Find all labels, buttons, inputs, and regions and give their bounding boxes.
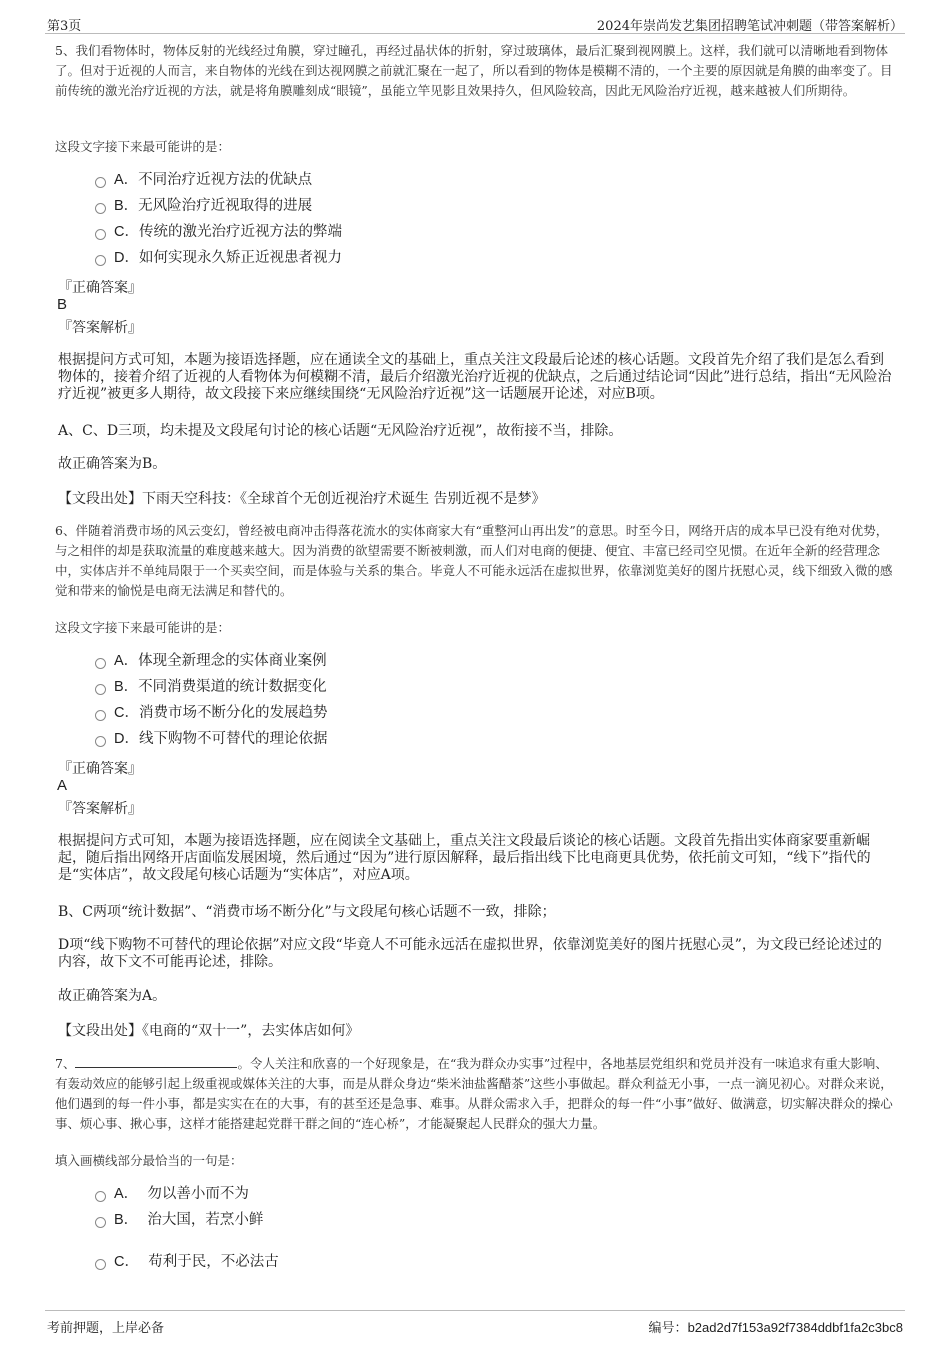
question-5-prompt: 这段文字接下来最可能讲的是： [55,139,231,154]
radio-icon[interactable] [95,1191,106,1202]
q6-option-c[interactable]: C．消费市场不断分化的发展趋势 [95,702,327,724]
q5-option-b[interactable]: B．无风险治疗近视取得的进展 [95,195,312,217]
q7-option-c[interactable]: C． 苟利于民，不必法古 [95,1251,279,1273]
q6-option-d[interactable]: D．线下购物不可替代的理论依据 [95,728,327,750]
q6-analysis-2: B、C两项“统计数据”、“消费市场不断分化”与文段尾句核心话题不一致，排除； [58,904,556,920]
q5-option-a[interactable]: A．不同治疗近视方法的优缺点 [95,169,312,191]
question-6-stem: 6、伴随着消费市场的风云变幻，曾经被电商冲击得落花流水的实体商家大有“重整河山再出发”的意思。时至今日，网络开店的成本早已没有绝对优势，与之相伴的却是获取流量的难度越来越大。因为消费的欲望需要不断被刺激，而人们对电商的便捷、便宜、丰富已经司空见惯。在近年全新的经营理念中，实体店并不单纯局限于一个买卖空间，而是体验与关系的集合。毕竟人不可能永远活在虚拟世界，依靠浏览美好的图片抚慰心灵，线下细致入微的感觉和带来的愉悦是电商无法满足和替代的。 [55,523,893,598]
page-header [45,12,905,34]
radio-icon[interactable] [95,658,106,669]
radio-icon[interactable] [95,736,106,747]
q5-analysis-1: 根据提问方式可知，本题为接语选择题，应在通读全文的基础上，重点关注文段最后论述的核心话题。文段首先介绍了我们是怎么看到物体的，接着介绍了近视的人看物体为何模糊不清，最后介绍激光治疗近视的优缺点，之后通过结论词“因此”进行总结，指出“无风险治疗近视”被更多人期待，故文段接下来应继续围绕“无风险治疗近视”这一话题展开论述，对应B项。 [58,352,892,402]
question-6-prompt: 这段文字接下来最可能讲的是： [55,620,231,635]
q5-option-d[interactable]: D．如何实现永久矫正近视患者视力 [95,247,342,269]
q6-analysis-4: 故正确答案为A。 [58,988,167,1004]
q5-source: 【文段出处】下雨天空科技：《全球首个无创近视治疗术诞生 告别近视不是梦》 [58,491,546,507]
q5-analysis-2: A、C、D三项，均未提及文段尾句讨论的核心话题“无风险治疗近视”，故衔接不当，排除。 [58,423,623,439]
fill-in-blank [75,1055,237,1068]
footer-slogan: 考前押题，上岸必备 [47,1321,165,1336]
q6-option-a[interactable]: A．体现全新理念的实体商业案例 [95,650,327,672]
document-code: 编号：b2ad2d7f153a92f7384ddbf1fa2c3bc8 [648,1320,903,1336]
question-7-stem: 7、 。令人关注和欣喜的一个好现象是，在“我为群众办实事”过程中，各地基层党组织和党员并没有一味追求有重大影响、有轰动效应的能够引起上级重视或媒体关注的大事，而是从群众身边“柴米油盐酱醋茶”这些小事做起。群众利益无小事，一点一滴见初心。对群众来说，他们遇到的每一件小事，都是实实在在的大事，有的甚至还是急事、难事。从群众需求入手，把群众的每一件“小事”做好、做满意，切实解决群众的操心事、烦心事、揪心事，这样才能搭建起党群干群之间的“连心桥”，才能凝聚起人民群众的强大力量。 [55,1056,893,1131]
page-number: 第3页 [47,19,82,34]
q6-source: 【文段出处】《电商的“双十一”，去实体店如何》 [58,1023,360,1039]
analysis-label: 『答案解析』 [58,320,142,336]
q6-analysis-3: D项“线下购物不可替代的理论依据”对应文段“毕竟人不可能永远活在虚拟世界，依靠浏览美好的图片抚慰心灵”，为文段已经论述过的内容，故下文不可能再论述，排除。 [58,937,882,970]
q6-analysis-1: 根据提问方式可知，本题为接语选择题，应在阅读全文基础上，重点关注文段最后谈论的核心话题。文段首先指出实体商家要重新崛起，随后指出网络开店面临发展困境，然后通过“因为”进行原因解释，最后指出线下比电商更具优势，依托前文可知，“线下”指代的是“实体店”，故文段尾句核心话题为“实体店”，对应A项。 [58,833,871,883]
analysis-label: 『答案解析』 [58,801,142,817]
question-5-stem: 5、我们看物体时，物体反射的光线经过角膜，穿过瞳孔，再经过晶状体的折射，穿过玻璃体，最后汇聚到视网膜上。这样，我们就可以清晰地看到物体了。但对于近视的人而言，来自物体的光线在到达视网膜之前就汇聚在一起了，所以看到的物体是模糊不清的，一个主要的原因就是角膜的曲率变了。目前传统的激光治疗近视的方法，就是将角膜雕刻成“眼镜”，虽能立竿见影且效果持久，但风险较高，因此无风险治疗近视，越来越被人们所期待。 [55,43,893,98]
q5-option-c[interactable]: C．传统的激光治疗近视方法的弊端 [95,221,342,243]
q5-answer: B [57,296,68,313]
q5-analysis-3: 故正确答案为B。 [58,456,167,472]
document-title: 2024年崇尚发艺集团招聘笔试冲刺题（带答案解析） [596,19,903,34]
correct-answer-label: 『正确答案』 [58,280,142,296]
radio-icon[interactable] [95,177,106,188]
radio-icon[interactable] [95,1259,106,1270]
q6-option-b[interactable]: B．不同消费渠道的统计数据变化 [95,676,327,698]
radio-icon[interactable] [95,203,106,214]
radio-icon[interactable] [95,255,106,266]
correct-answer-label: 『正确答案』 [58,761,142,777]
radio-icon[interactable] [95,229,106,240]
page-footer [45,1310,905,1336]
radio-icon[interactable] [95,1217,106,1228]
radio-icon[interactable] [95,684,106,695]
question-7-prompt: 填入画横线部分最恰当的一句是： [55,1153,243,1168]
q7-option-a[interactable]: A． 勿以善小而不为 [95,1183,249,1205]
q7-option-b[interactable]: B． 治大国，若烹小鲜 [95,1209,263,1231]
radio-icon[interactable] [95,710,106,721]
q6-answer: A [57,777,68,794]
